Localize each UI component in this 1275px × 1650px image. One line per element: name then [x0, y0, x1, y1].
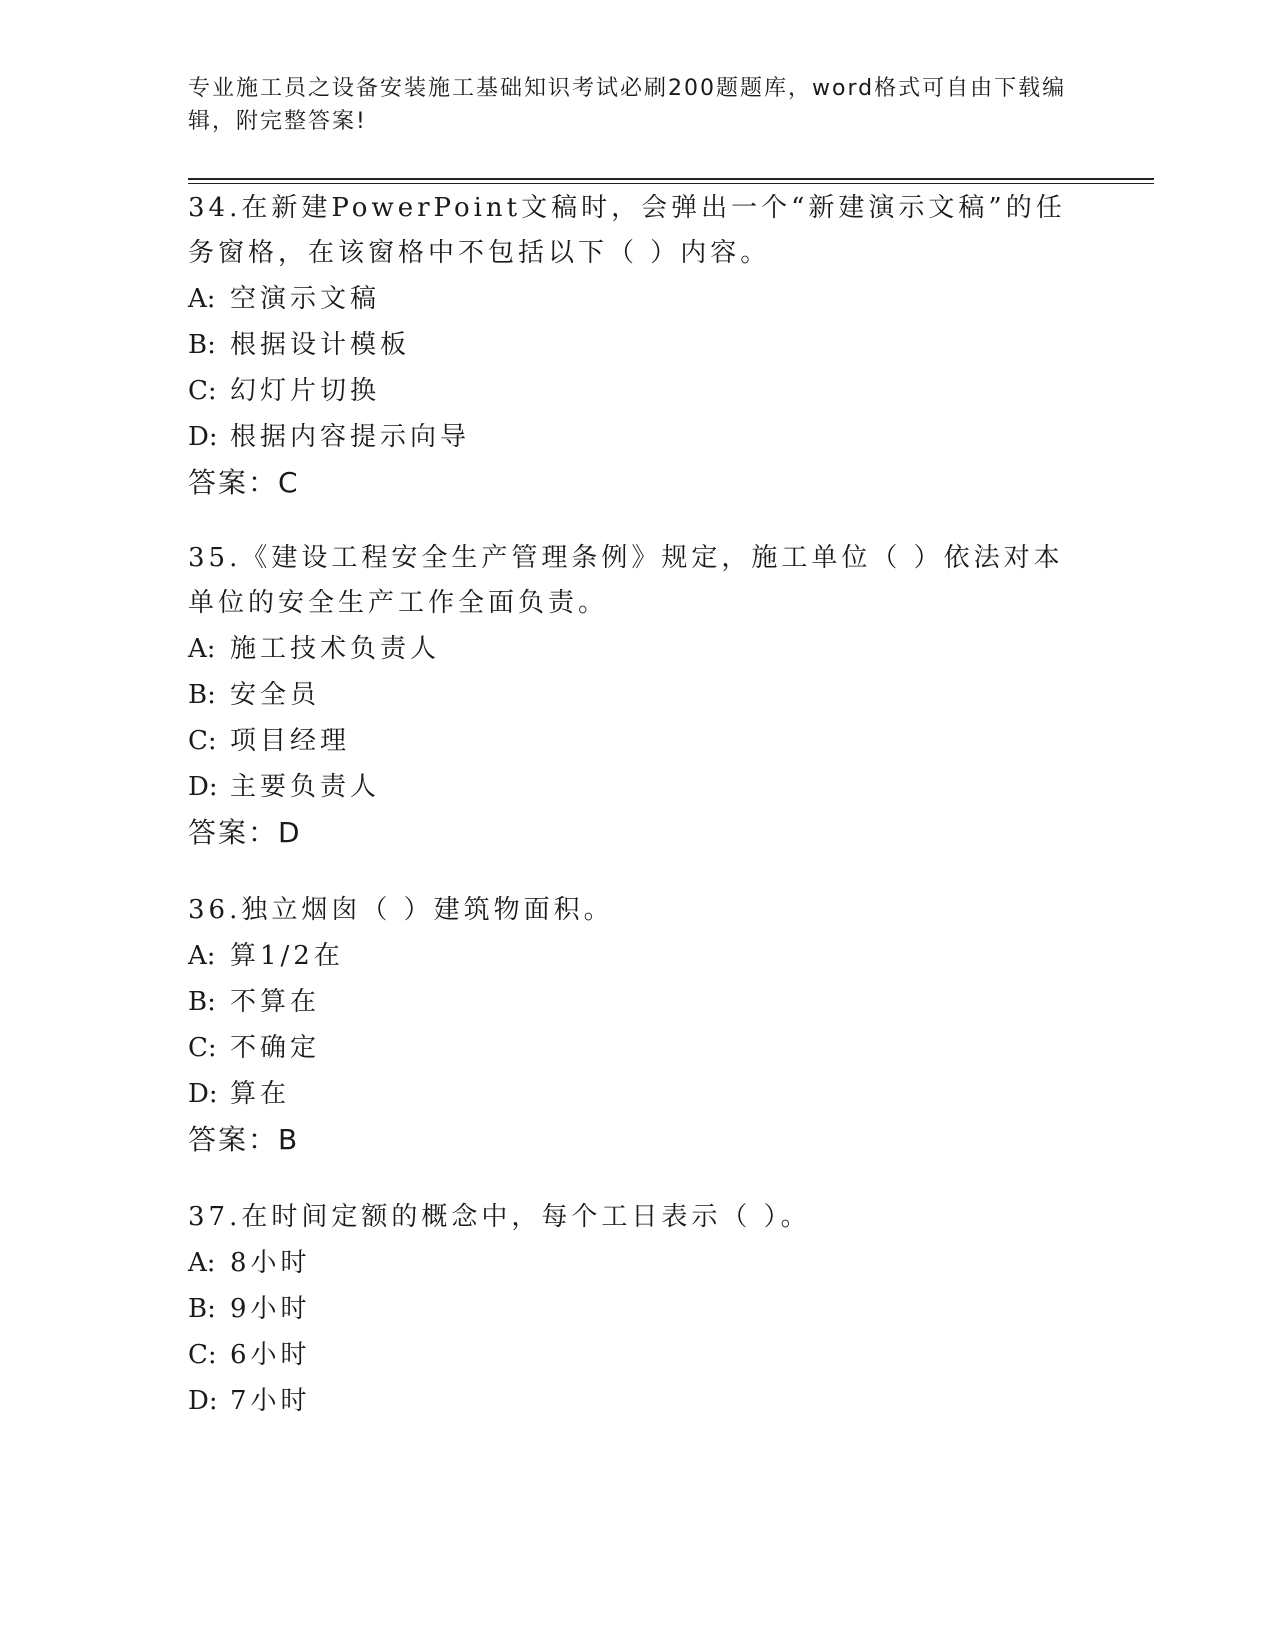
option-b [188, 672, 1068, 718]
option-text: 施工技术负责人 [230, 634, 441, 664]
option-key: A: [188, 284, 216, 314]
option-c [188, 718, 1068, 764]
option-key: A: [188, 634, 216, 664]
option-text: 项目经理 [230, 726, 351, 756]
option-text: 8小时 [230, 1248, 311, 1278]
question-36 [188, 888, 1068, 1162]
option-key: C: [188, 1340, 217, 1370]
option-c [188, 368, 1068, 414]
option-c [188, 1332, 1068, 1378]
answer-line: 答案：C [188, 466, 300, 499]
option-c [188, 1025, 1068, 1071]
question-text: 37.在时间定额的概念中，每个工日表示（ ）。 [188, 1202, 811, 1232]
option-d [188, 1071, 1068, 1117]
answer-line: 答案：D [188, 816, 302, 849]
option-key: B: [188, 330, 216, 360]
question-35 [188, 536, 1068, 855]
question-34 [188, 186, 1068, 505]
option-text: 算1/2在 [230, 941, 344, 971]
option-b [188, 322, 1068, 368]
option-text: 根据内容提示向导 [230, 422, 471, 452]
option-a [188, 626, 1068, 672]
question-text: 36.独立烟囱（ ）建筑物面积。 [188, 895, 614, 925]
option-d [188, 414, 1068, 460]
option-key: C: [188, 376, 217, 406]
option-key: B: [188, 987, 216, 1017]
option-a [188, 276, 1068, 322]
header-intro-text: 专业施工员之设备安装施工基础知识考试必刷200题题库，word格式可自由下载编辑，附完整答案! [188, 76, 1067, 134]
option-key: C: [188, 726, 217, 756]
option-text: 6小时 [230, 1340, 311, 1370]
option-key: D: [188, 1079, 218, 1109]
option-key: B: [188, 680, 216, 710]
answer-line: 答案：B [188, 1123, 300, 1156]
option-text: 算在 [230, 1079, 291, 1109]
document-header [188, 72, 1068, 138]
option-text: 安全员 [230, 680, 321, 710]
option-text: 9小时 [230, 1294, 311, 1324]
option-key: C: [188, 1033, 217, 1063]
question-37 [188, 1195, 1068, 1424]
option-key: B: [188, 1294, 216, 1324]
option-text: 不算在 [230, 987, 321, 1017]
header-divider-thin [188, 183, 1154, 184]
option-text: 主要负责人 [230, 772, 381, 802]
option-d [188, 764, 1068, 810]
header-divider-thick [188, 178, 1154, 180]
option-key: D: [188, 422, 218, 452]
option-key: D: [188, 772, 218, 802]
option-key: D: [188, 1386, 218, 1416]
question-text: 35.《建设工程安全生产管理条例》规定，施工单位（ ）依法对本单位的安全生产工作全面负责。 [188, 543, 1064, 618]
option-d [188, 1378, 1068, 1424]
option-a [188, 933, 1068, 979]
option-text: 空演示文稿 [230, 284, 381, 314]
option-text: 7小时 [230, 1386, 311, 1416]
option-b [188, 979, 1068, 1025]
option-b [188, 1286, 1068, 1332]
option-text: 根据设计模板 [230, 330, 411, 360]
option-a [188, 1240, 1068, 1286]
option-text: 幻灯片切换 [230, 376, 381, 406]
option-key: A: [188, 1248, 216, 1278]
question-text: 34.在新建PowerPoint文稿时，会弹出一个“新建演示文稿”的任务窗格，在该窗格中不包括以下（ ）内容。 [188, 193, 1066, 268]
option-text: 不确定 [230, 1033, 321, 1063]
option-key: A: [188, 941, 216, 971]
